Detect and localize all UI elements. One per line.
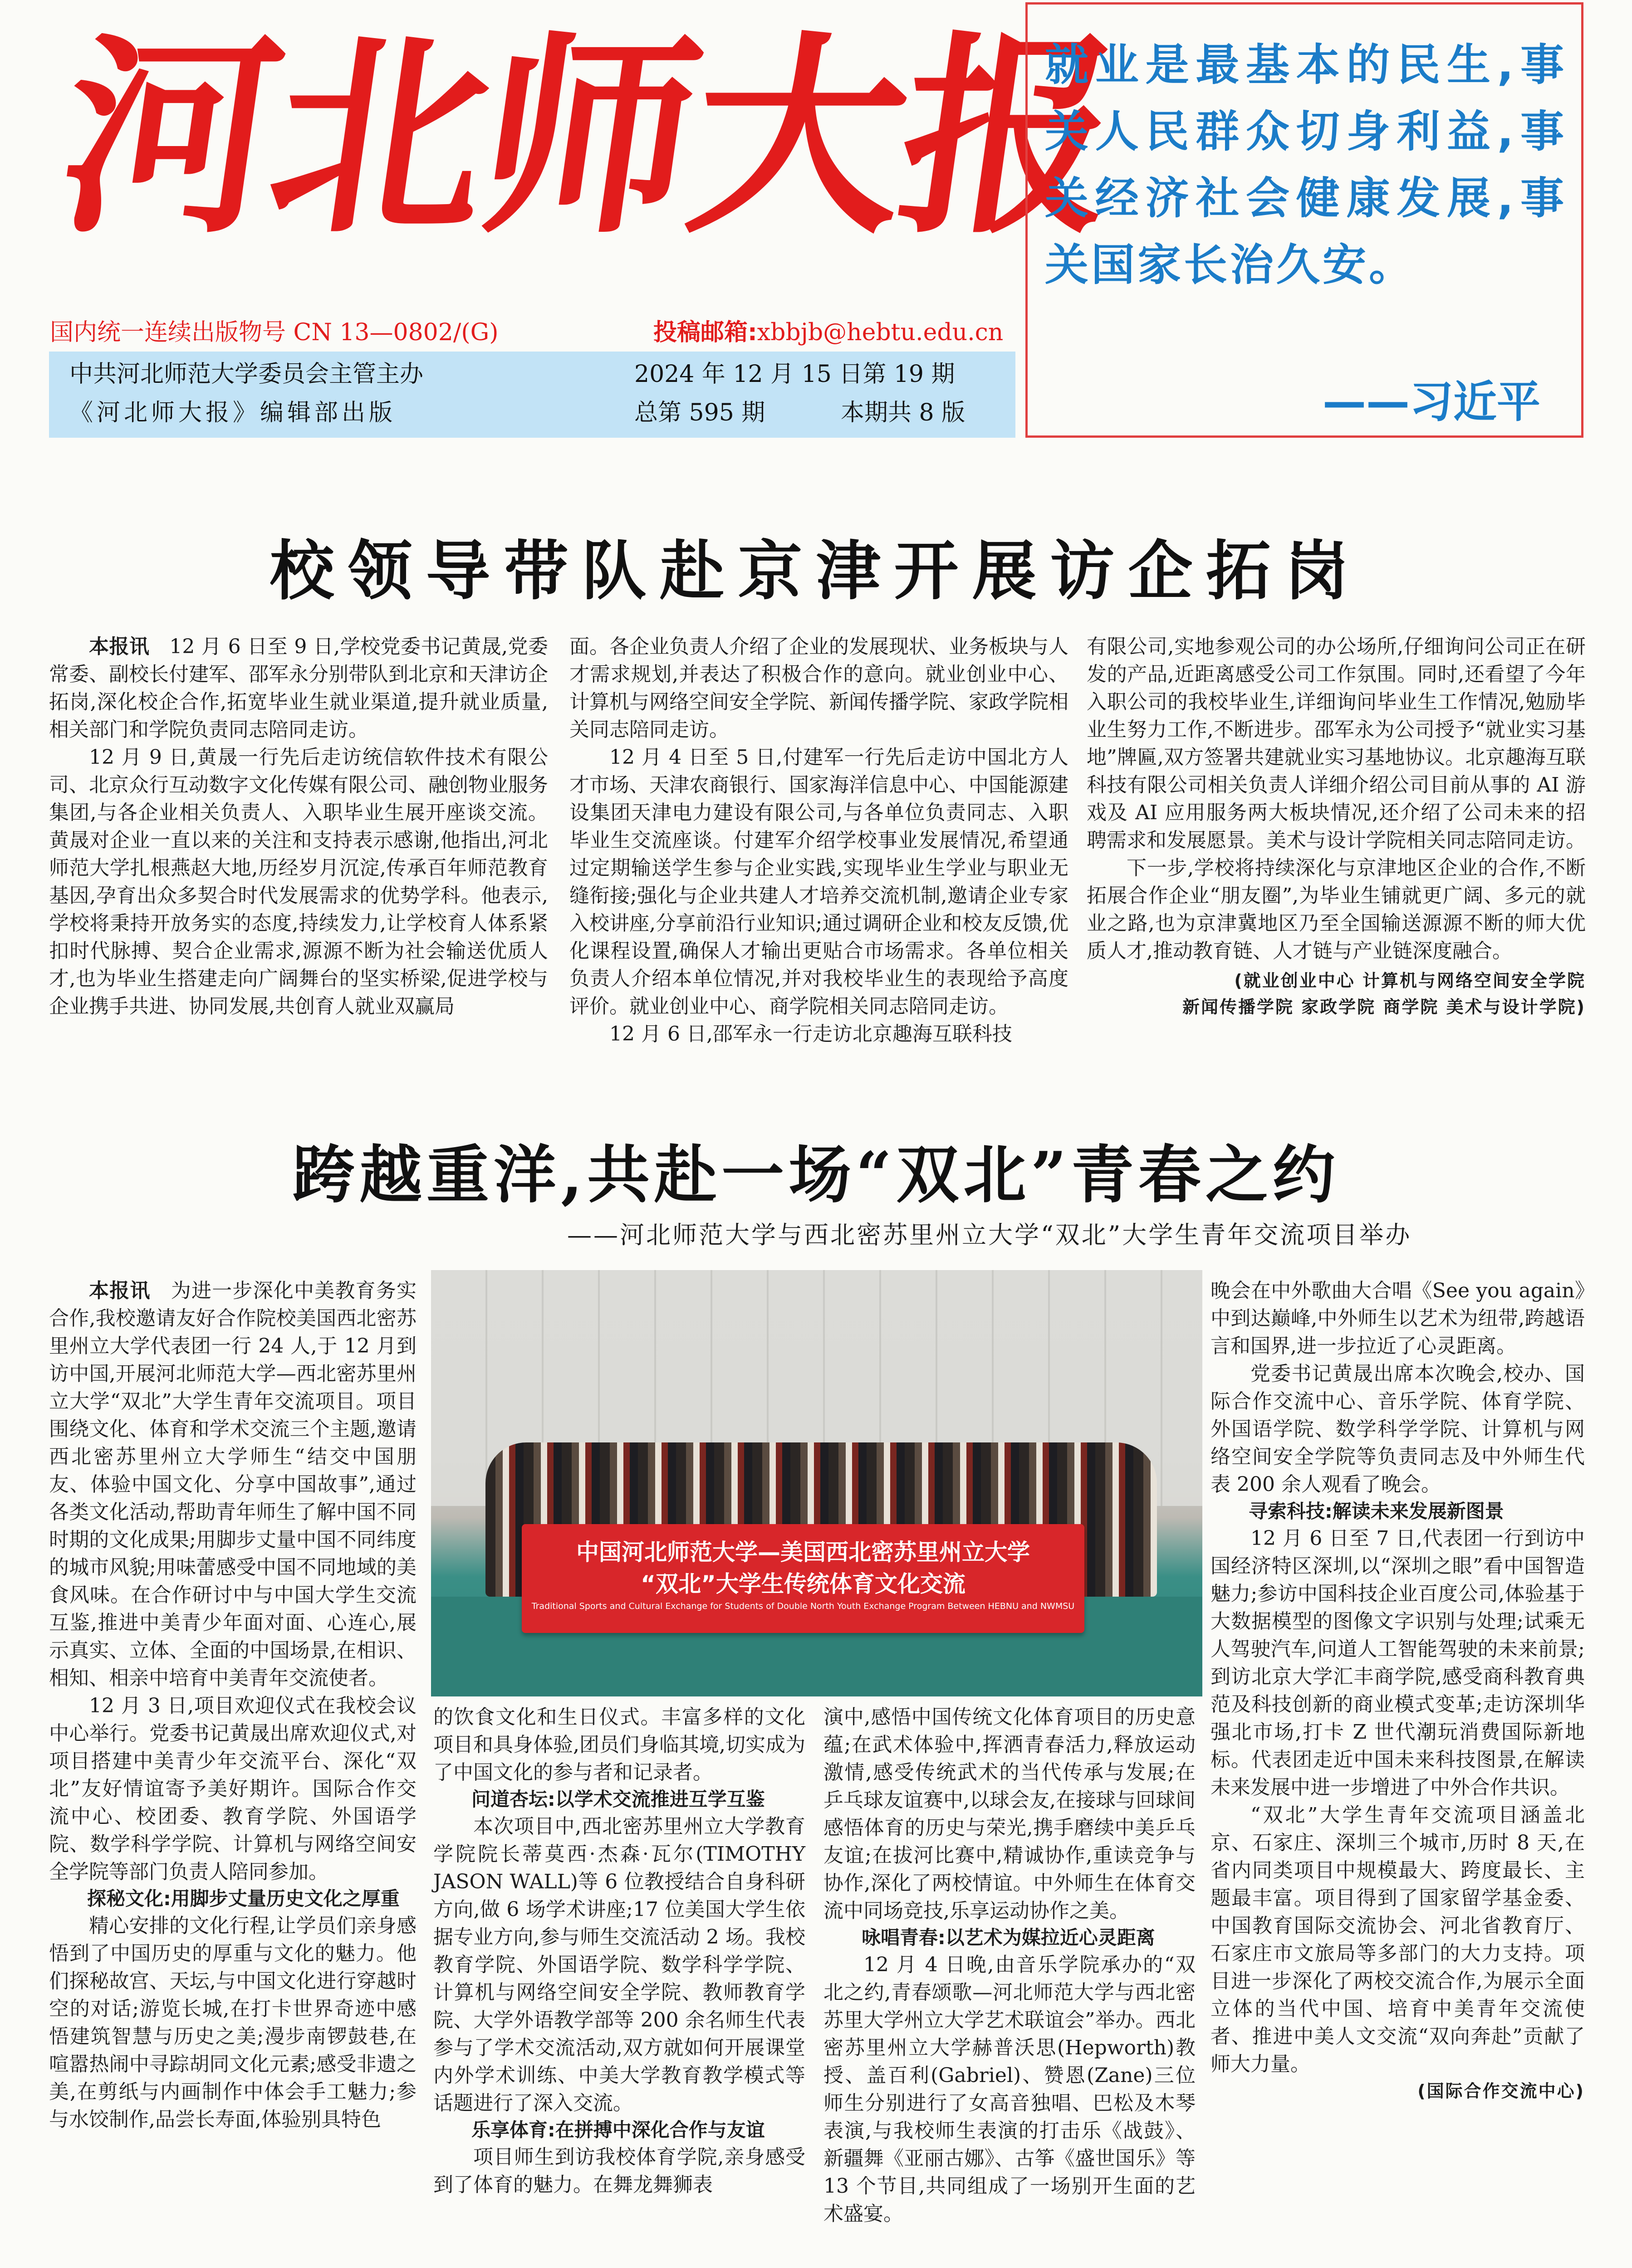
issue-info-bar — [49, 352, 1015, 438]
banner-title-line1: 中国河北师范大学—美国西北密苏里州立大学 — [576, 1539, 1030, 1565]
article2-subheading: 问道杏坛:以学术交流推进互学互鉴 — [471, 1788, 765, 1810]
article2-headline: 跨越重洋,共赴一场“双北”青春之约 — [292, 1138, 1340, 1212]
article1-paragraph: 下一步,学校将持续深化与京津地区企业的合作,不断拓展合作企业“朋友圈”,为毕业生铺就更广阔、多元的就业之路,也为京津冀地区乃至全国输送源源不断的师大优质人才,推动教育链、人才链与产业链深度融合。 — [1087, 856, 1586, 963]
article2-column-2 — [433, 1703, 805, 2199]
article2-lead-label: 本报讯 — [89, 1279, 151, 1302]
quote-author: ——习近平 — [1323, 376, 1540, 427]
quote-text: 就业是最基本的民生,事关人民群众切身利益,事关经济社会健康发展,事关国家长治久安。 — [1045, 39, 1567, 290]
article2-paragraph: 12 月 6 日至 7 日,代表团一行到访中国经济特区深圳,以“深圳之眼”看中国智造魅力;参访中国科技企业百度公司,体验基于大数据模型的图像文字识别与处理;试乘无人驾驶汽车,问道人工智能驾驶的未来前景;到访北京大学汇丰商学院,感受商科教育典范及科技创新的商业模式变革;走访深圳华强北市场,打卡 Z 世代潮玩消费国际新地标。代表团走近中国未来科技图景,在解读未来发展中进一步增进了中外合作共识。 — [1211, 1527, 1585, 1799]
publication-number: 国内统一连续出版物号 CN 13—0802/(G) — [50, 319, 499, 346]
submission-email — [653, 313, 1003, 345]
article1-paragraph: 12 月 6 日至 9 日,学校党委书记黄晟,党委常委、副校长付建军、邵军永分别带队到北京和天津访企拓岗,深化校企合作,拓宽毕业生就业渠道,提升就业质量,相关部门和学院负责同志陪同走访。 — [49, 635, 548, 741]
editor-text: 《河北师大报》编辑部出版 — [69, 399, 397, 426]
article2-paragraph: 的饮食文化和生日仪式。丰富多样的文化项目和具身体验,团员们身临其境,切实成为了中国文化的参与者和记录者。 — [433, 1706, 805, 1784]
email-label: 投稿邮箱: — [653, 319, 757, 346]
article2-paragraph: 演中,感悟中国传统文化体育项目的历史意蕴;在武术体验中,挥洒青春活力,释放运动激情,感受传统武术的当代传承与发展;在乒乓球友谊赛中,以球会友,在接球与回球间感悟体育的历史与荣光,携手磨续中美乒乓友谊;在拔河比赛中,精诚协作,重读竞争与协作,深化了两校情谊。中外师生在体育交流中同场竞技,乐享运动协作之美。 — [823, 1706, 1196, 1922]
banner-title-line2: “双北”大学生传统体育文化交流 — [641, 1571, 965, 1597]
article1-paragraph: 12 月 9 日,黄晟一行先后走访统信软件技术有限公司、北京众行互动数字文化传媒有限公司、融创物业服务集团,与各企业相关负责人、入职毕业生展开座谈交流。黄晟对企业一直以来的关注和支持表示感谢,他指出,河北师范大学扎根燕赵大地,历经岁月沉淀,传承百年师范教育基因,孕育出众多契合时代发展需求的优势学科。他表示,学校将秉持开放务实的态度,持续发力,让学校育人体系紧扣时代脉搏、契合企业需求,源源不断为社会输送优质人才,也为毕业生搭建走向广阔舞台的坚实桥梁,促进学校与企业携手共进、协同发展,共创育人就业双赢局 — [49, 746, 548, 1018]
quote-box — [1025, 2, 1583, 438]
article1-credit-line: 新闻传播学院 家政学院 商学院 美术与设计学院) — [1182, 997, 1586, 1017]
article1-paragraph: 12 月 6 日,邵军永一行走访北京趣海互联科技 — [609, 1022, 1012, 1046]
article1-paragraph: 有限公司,实地参观公司的办公场所,仔细询问公司正在研发的产品,近距离感受公司工作氛围。同时,还看望了今年入职公司的我校毕业生,详细询问毕业生工作情况,勉励毕业生努力工作,不断进步。邵军永为公司授予“就业实习基地”牌匾,双方签署共建就业实习基地协议。北京趣海互联科技有限公司相关负责人详细介绍公司目前从事的 AI 游戏及 AI 应用服务两大板块情况,还介绍了公司未来的招聘需求和发展愿景。美术与设计学院相关同志陪同走访。 — [1087, 635, 1586, 852]
article2-paragraph: 12 月 4 日晚,由音乐学院承办的“双北之约,青春颂歌—河北师范大学与西北密苏里大学州立大学艺术联谊会”举办。西北密苏里州立大学赫普沃思(Hepworth)教授、盖百利(Gabriel)、赞恩(Zane)三位师生分别进行了女高音独唱、巴松及木琴表演,与我校师生表演的打击乐《战鼓》、新疆舞《亚丽古娜》、古筝《盛世国乐》等 13 个节目,共同组成了一场别开生面的艺术盛宴。 — [823, 1953, 1196, 2225]
article2-paragraph: 本次项目中,西北密苏里州立大学教育学院院长蒂莫西·杰森·瓦尔(TIMOTHY JASON WALL)等 6 位教授结合自身科研方向,做 6 场学术讲座;17 位美国大学生依据专业方向,参与师生交流活动 2 场。我校教育学院、外国语学院、数学科学学院、计算机与网络空间安全学院、教师教育学院、大学外语教学部等 200 余名师生代表参与了学术交流活动,双方就如何开展课堂内外学术训练、中美大学教育教学模式等话题进行了深入交流。 — [433, 1815, 805, 2115]
photo-banner — [522, 1524, 1084, 1633]
total-issue: 总第 595 期 — [634, 399, 765, 426]
article2-paragraph: “双北”大学生青年交流项目涵盖北京、石家庄、深圳三个城市,历时 8 天,在省内同类项目中规模最大、跨度最长、主题最丰富。项目得到了国家留学基金委、中国教育国际交流协会、河北省教育厅、石家庄市文旅局等多部门的大力支持。项目进一步深化了两校交流合作,为展示全面立体的当代中国、培育中美青年交流使者、推进中美人文交流“双向奔赴”贡献了师大力量。 — [1211, 1804, 1585, 2076]
article2-column-1 — [49, 1277, 417, 2133]
article1-lead-label: 本报讯 — [89, 635, 150, 658]
article2-paragraph: 党委书记黄晟出席本次晚会,校办、国际合作交流中心、音乐学院、体育学院、外国语学院、数学科学学院、计算机与网络空间安全学院等负责同志及中外师生代表 200 余人观看了晚会。 — [1211, 1362, 1585, 1496]
article2-paragraph: 晚会在中外歌曲大合唱《See you again》中到达巅峰,中外师生以艺术为纽带,跨越语言和国界,进一步拉近了心灵距离。 — [1211, 1279, 1585, 1358]
group-photo — [431, 1270, 1202, 1696]
page-count: 本期共 8 版 — [841, 399, 965, 426]
banner-english: Traditional Sports and Cultural Exchange for Students of Double North Youth Exchange Program Between HEBNU and NWMSU — [531, 1601, 1075, 1611]
article1-credit-line: (就业创业中心 计算机与网络空间安全学院 — [1234, 971, 1586, 991]
sponsor-text: 中共河北师范大学委员会主管主办 — [69, 361, 424, 388]
article1-paragraph: 12 月 4 日至 5 日,付建军一行先后走访中国北方人才市场、天津农商银行、国家海洋信息中心、中国能源建设集团天津电力建设有限公司,与各单位负责同志、入职毕业生交流座谈。付建军介绍学校事业发展情况,希望通过定期输送学生参与企业实践,实现毕业生学业与职业无缝衔接;强化与企业共建人才培养交流机制,邀请企业专家入校讲座,分享前沿行业知识;通过调研企业和校友反馈,优化课程设置,确保人才输出更贴合市场需求。各单位相关负责人介绍本单位情况,并对我校毕业生的表现给予高度评价。就业创业中心、商学院相关同志陪同走访。 — [569, 746, 1068, 1018]
article2-paragraph: 为进一步深化中美教育务实合作,我校邀请友好合作院校美国西北密苏里州立大学代表团一行 24 人,于 12 月到访中国,开展河北师范大学—西北密苏里州立大学“双北”大学生青年交流项目。项目围绕文化、体育和学术交流三个主题,邀请西北密苏里州立大学师生“结交中国朋友、体验中国文化、分享中国故事”,通过各类文化活动,帮助青年师生了解中国不同时期的文化成果;用脚步丈量中国不同纬度的城市风貌;用味蕾感受中国不同地域的美食风味。在合作研讨中与中国大学生交流互鉴,推进中美青少年面对面、心连心,展示真实、立体、全面的中国场景,在相识、相知、相亲中培育中美青年交流使者。 — [49, 1279, 417, 1690]
article2-subtitle: ——河北师范大学与西北密苏里州立大学“双北”大学生青年交流项目举办 — [567, 1221, 1412, 1249]
article1-column-1 — [49, 633, 548, 1020]
article1-headline: 校领导带队赴京津开展访企拓岗 — [270, 534, 1362, 609]
article2-subheading: 咏唱青春:以艺术为媒拉近心灵距离 — [862, 1926, 1155, 1949]
article2-column-3 — [823, 1703, 1196, 2228]
issue-date: 2024 年 12 月 15 日第 19 期 — [634, 361, 955, 388]
article2-paragraph: 12 月 3 日,项目欢迎仪式在我校会议中心举行。党委书记黄晟出席欢迎仪式,对项目搭建中美青少年交流平台、深化“双北”友好情谊寄予美好期许。国际合作交流中心、校团委、教育学院、外国语学院、数学科学学院、计算机与网络空间安全学院等部门负责人陪同参加。 — [49, 1694, 417, 1883]
article1-column-3 — [1087, 633, 1586, 1020]
article2-subheading: 探秘文化:用脚步丈量历史文化之厚重 — [87, 1887, 400, 1910]
article2-subheading: 乐享体育:在拼搏中深化合作与友谊 — [471, 2119, 765, 2141]
article2-credit-line: (国际合作交流中心) — [1417, 2081, 1585, 2101]
article2-paragraph: 精心安排的文化行程,让学员们亲身感悟到了中国历史的厚重与文化的魅力。他们探秘故宫、天坛,与中国文化进行穿越时空的对话;游览长城,在打卡世界奇迹中感悟建筑智慧与历史之美;漫步南锣鼓巷,在喧嚣热闹中寻踪胡同文化元素;感受非遗之美,在剪纸与内画制作中体会手工魅力;参与水饺制作,品尝长寿面,体验别具特色 — [49, 1914, 417, 2131]
newspaper-masthead: 河北师大报 — [46, 12, 1130, 262]
article2-subheading: 寻索科技:解读未来发展新图景 — [1249, 1500, 1504, 1522]
article1-column-2 — [569, 633, 1068, 1048]
article2-paragraph: 项目师生到访我校体育学院,亲身感受到了体育的魅力。在舞龙舞狮表 — [433, 2146, 805, 2196]
email-address: xbbjb@hebtu.edu.cn — [757, 319, 1004, 346]
article1-paragraph: 面。各企业负责人介绍了企业的发展现状、业务板块与人才需求规划,并表达了积极合作的意向。就业创业中心、计算机与网络空间安全学院、新闻传播学院、家政学院相关同志陪同走访。 — [569, 635, 1068, 741]
article2-column-4 — [1211, 1277, 1585, 2104]
